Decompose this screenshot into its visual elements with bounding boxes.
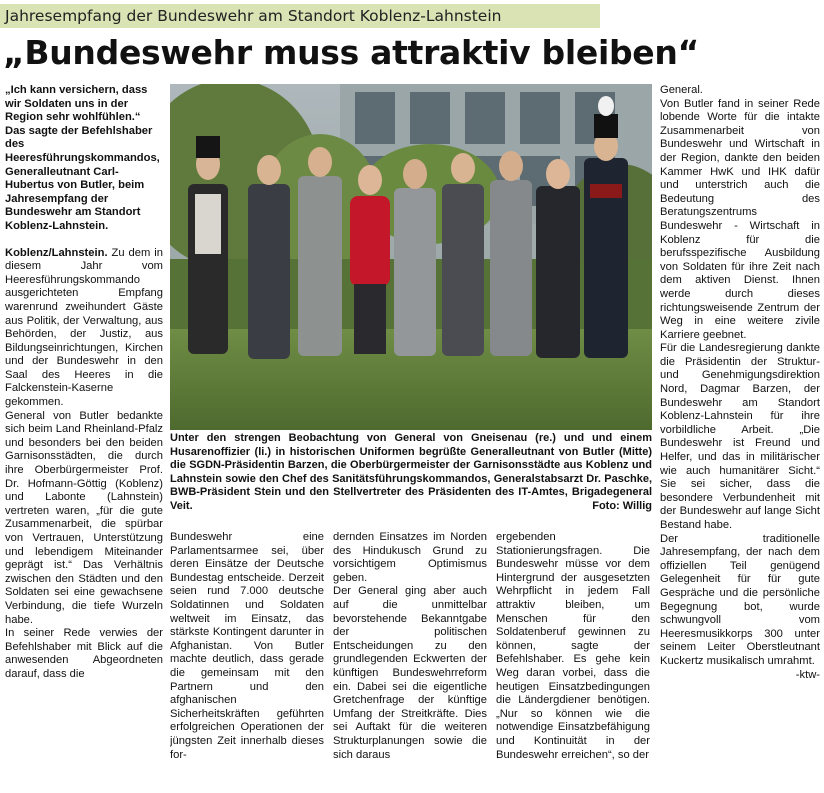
col4-paragraph-1: ergebenden Stationierungsfragen. Die Bundeswehr müsse vor dem Hintergrund der ausgesetzten Wehrpflicht in jedem Fall attraktiv bleiben, um Menschen für den Soldatenberuf gewinnen zu können, sagte der Befehlshaber. Es gehe kein Weg daran vorbei, dass die heutigen Einsatzbedingungen die Ländergdiener benötigen. „Nur so können wie die notwendige Einsatzbefähigung und Kontinuität in der Bundeswehr erreichen“, so der bbox=[496, 531, 650, 761]
group-photo-illustration bbox=[170, 84, 652, 430]
col5-paragraph-3: Für die Landesregierung dankte die Präsidentin der Struktur- und Genehmigungsdirektion Nord, Dagmar Barzen, der Bundeswehr am Standort Koblenz-Lahnstein für ihre vorbildliche Arbeit. „Die Bundeswehr ist Freund und Helfer, und das in militärischer wie auch humanitärer Sicht.“ Sie sei sicher, dass die besondere Verbundenheit mit der Bundeswehr auf lange Sicht Bestand habe. bbox=[660, 342, 820, 531]
column-5 bbox=[660, 84, 820, 790]
col1-paragraph-2: General von Butler bedankte sich beim Land Rheinland-Pfalz und besonders bei den beiden Garnisonsstädten, die durch ihre Oberbürgermeister Prof. Dr. Hofmann-Göttig (Koblenz) und Labonte (Lahnstein) vertreten waren, „für die gute Zusammenarbeit, die spürbar von Vertrauen, Unterstützung und lebendigem Miteinander geprägt ist.“ Das Verhältnis zwischen den Städten und den Soldaten sei eine gewachsene Verbindung, die tiefe Wurzeln habe. bbox=[5, 409, 163, 626]
column-1 bbox=[5, 84, 163, 790]
column-3 bbox=[333, 531, 487, 791]
article-lead: „Ich kann versichern, dass wir Soldaten uns in der Region sehr wohlfühlen.“ Das sagte der Befehlshaber des Heeresführungskommandos, Generalleutnant Carl-Hubertus von Butler, beim Jahresempfang der Bundeswehr am Standort Koblenz-Lahnstein. bbox=[5, 84, 160, 232]
col5-paragraph-4: Der traditionelle Jahresempfang, der nach dem offiziellen Teil genügend Gelegenheit für für gute Gespräche und die persönliche Begegnung bot, wurde schwungvoll vom Heeresmusikkorps 300 unter seinem Leiter Oberstleutnant Kuckertz musikalisch umrahmt. bbox=[660, 532, 820, 667]
dateline: Koblenz/Lahnstein. bbox=[5, 246, 108, 259]
col1-paragraph-3: In seiner Rede verwies der Befehlshaber mit Blick auf die anwesenden Abgeordneten darauf, dass die bbox=[5, 627, 163, 680]
author-byline: -ktw- bbox=[795, 668, 820, 681]
col1-paragraph-1: Koblenz/Lahnstein. Zu dem in diesem Jahr vom Heeresführungskommando ausgerichteten Empfang warenrund zweihundert Gäste aus Politik, der Verwaltung, aus Behörden, der Justiz, aus Bildungseinrichtungen, Kirchen und der Bundeswehr in den Saal des Heeres in die Falckenstein-Kaserne gekommen. bbox=[5, 246, 163, 409]
col5-paragraph-1: General. bbox=[660, 84, 703, 96]
photo-credit: Foto: Willig bbox=[592, 499, 652, 512]
article-photo bbox=[170, 84, 652, 430]
article-headline: „Bundeswehr muss attraktiv bleiben“ bbox=[3, 33, 699, 72]
col3-paragraph-1: dernden Einsatzes im Norden des Hindukusch Grund zu vorsichtigem Optimismus geben. bbox=[333, 531, 487, 584]
photo-caption bbox=[170, 432, 652, 514]
col5-paragraph-2: Von Butler fand in seiner Rede lobende Worte für die intakte Zusammenarbeit von Bundeswehr und Wirtschaft in der Region, dankte den beiden Kammer HwK und IHK dafür und unterstrich auch die Bedeutung des Beratungszentrums Bundeswehr - Wirtschaft in Koblenz für die berufsspezifische Ausbildung von Soldaten für ihre Zeit nach dem aktiven Dienst. Ihnen werde durch dieses richtungsweisende Zentrum der Weg in eine weitere zivile Karriere geebnet. bbox=[660, 97, 820, 341]
column-2 bbox=[170, 531, 324, 791]
caption-text: Unter den strengen Beobachtung von General von Gneisenau (re.) und und einem Husarenoffizier (li.) in historischen Uniformen begrüßte Generalleutnant von Butler (Mitte) die SGDN-Präsidentin Barzen, die Oberbürgermeister der Garnisonsstädte aus Koblenz und Lahnstein sowie den Chef des Sanitätsführungskommandos, Generalstabsarzt Dr. Paschke, BWB-Präsident Stein und den Stellvertreter des Präsidenten des IT-Amtes, Brigadegeneral Veit. bbox=[170, 432, 652, 512]
col3-paragraph-2: Der General ging aber auch auf die unmittelbar bevorstehende Bekanntgabe der politischen Entscheidungen zu den grundlegenden Eckwerten der künftigen Bundeswehrreform ein. Dabei sei die eigentliche Gretchenfrage der künftige Umfang der Streitkräfte. Dies sei Auftakt für die weiteren Strukturplanungen sowie die sich daraus bbox=[333, 585, 487, 761]
column-4 bbox=[496, 531, 650, 791]
col2-paragraph-1: Bundeswehr eine Parlamentsarmee sei, über deren Einsätze der Deutsche Bundestag entscheide. Derzeit seien rund 7.000 deutsche Soldatinnen und Soldaten weltweit im Einsatz, das stärkste Kontingent darunter in Afghanistan. Von Butler machte deutlich, dass gerade die gemeinsam mit den Partnern und den afghanischen Sicherheitskräften geführten erfolgreichen Operationen der jüngsten Zeit innerhalb dieses for- bbox=[170, 531, 324, 761]
article-kicker: Jahresempfang der Bundeswehr am Standort Koblenz-Lahnstein bbox=[0, 4, 600, 28]
